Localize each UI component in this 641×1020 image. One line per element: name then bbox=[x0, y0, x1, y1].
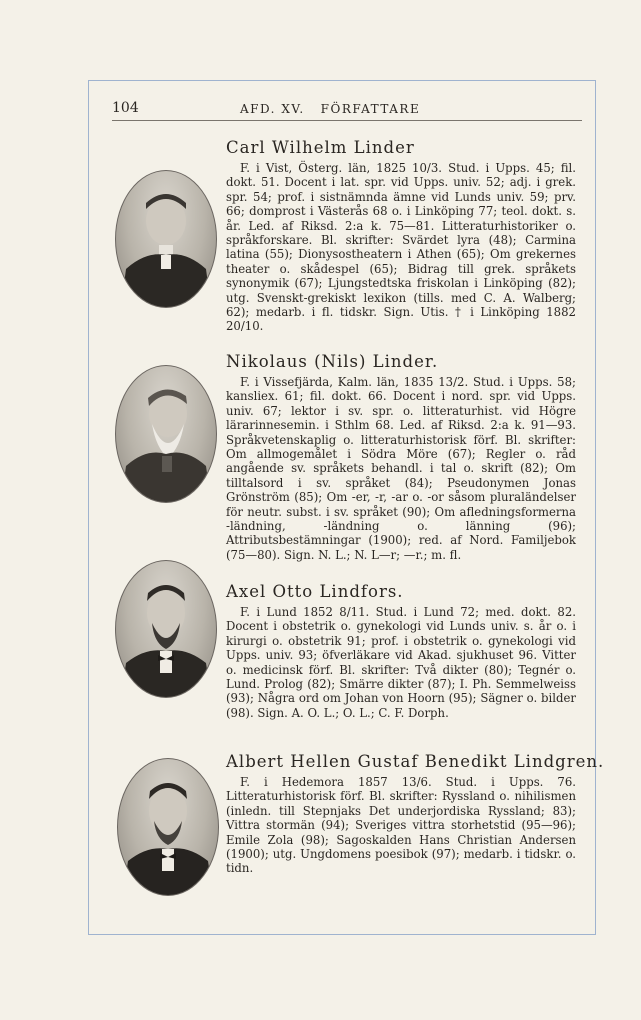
entry-bio: F. i Hedemora 1857 13/6. Stud. i Upps. 76. Litteraturhistorisk förf. Bl. skrifter: Ryssland o. nihilismen (inledn. till Stepnjaks Det underjordiska Ryssland; 83); Vittra stormän (94); Sveriges vittra storhetstid (95—96); Emile Zola (98); Sagoskalden Hans Christian Andersen (1900); utg. Ungdomens poesibok (97); medarb. i tidskr. o. tidn. bbox=[226, 775, 576, 876]
entry-name: Axel Otto Lindfors. bbox=[226, 582, 404, 601]
entry-bio: F. i Lund 1852 8/11. Stud. i Lund 72; med. dokt. 82. Docent i obstetrik o. gynekologi vid Lunds univ. s. år o. i kirurgi o. obstetrik 91; prof. i obstetrik o. gynekologi vid Upps. univ. 93; öfverläkare vid Akad. sjukhuset 96. Vitter o. medicinsk förf. Bl. skrifter: Två dikter (80); Tegnér o. Lund. Prolog (82); Smärre dikter (87); I. Ph. Semmelweiss (93); Några ord om Johan von Hoorn (95); Sägner o. bilder (98). Sign. A. O. L.; O. L.; C. F. Dorph. bbox=[226, 605, 576, 720]
portrait-axel-otto-lindfors bbox=[115, 560, 217, 698]
entry-nikolaus-linder bbox=[226, 352, 576, 562]
entry-axel-otto-lindfors bbox=[226, 582, 576, 720]
page-number: 104 bbox=[112, 100, 139, 116]
entry-name: Nikolaus (Nils) Linder. bbox=[226, 352, 439, 371]
entry-bio: F. i Vist, Österg. län, 1825 10/3. Stud. i Upps. 45; fil. dokt. 51. Docent i lat. spr. vid Upps. univ. 52; adj. i grek. spr. 54; prof. i sistnämnda ämne vid Lunds univ. 59; prv. 66; domprost i Västerås 68 o. i Linköping 77; teol. dokt. s. år. Led. af Riksd. 2:a k. 75—81. Litteraturhistoriker o. språkforskare. Bl. skrifter: Svärdet lyra (48); Carmina latina (55); Dionysostheatern i Athen (65); Om grekernes theater o. skådespel (65); Bidrag till grek. språkets synonymik (67); Ljungstedtska friskolan i Linköping (82); utg. Svenskt-grekiskt lexikon (tills. med C. A. Walberg; 62); medarb. i fl. tidskr. Sign. Utis. † i Linköping 1882 20/10. bbox=[226, 161, 576, 334]
entry-bio: F. i Vissefjärda, Kalm. län, 1835 13/2. Stud. i Upps. 58; kansliex. 61; fil. dokt. 66. Docent i nord. spr. vid Upps. univ. 67; lektor i sv. spr. o. litteraturhist. vid Högre lärarinnesemin. i Sthlm 68. Led. af Riksd. 2:a k. 91—93. Språkvetenskaplig o. litteraturhistorisk förf. Bl. skrifter: Om allmogemålet i Södra Möre (67); Regler o. råd angående sv. språkets behandl. i tal o. skrift (82); Om tilltalsord i sv. språket (84); Pseudonymen Jonas Grönström (85); Om -er, -r, -ar o. -or såsom pluraländelser för neutr. subst. i sv. språket (90); Om afledningsformerna -ländning, -ländning o. länning (96); Attributsbestämningar (1900); red. af Nord. Familjebok (75—80). Sign. N. L.; N. L—r; —r.; m. fl. bbox=[226, 375, 576, 562]
portrait-nikolaus-linder bbox=[115, 365, 217, 503]
section-title: AFD. XV. FÖRFATTARE bbox=[240, 102, 421, 116]
entry-name: Albert Hellen Gustaf Benedikt Lindgren. bbox=[226, 752, 605, 771]
entry-albert-lindgren bbox=[226, 752, 605, 876]
running-head bbox=[112, 100, 582, 122]
header-rule bbox=[112, 120, 582, 121]
entry-name: Carl Wilhelm Linder bbox=[226, 138, 415, 157]
portrait-carl-wilhelm-linder bbox=[115, 170, 217, 308]
portrait-albert-lindgren bbox=[117, 758, 219, 896]
entry-carl-wilhelm-linder bbox=[226, 138, 576, 334]
